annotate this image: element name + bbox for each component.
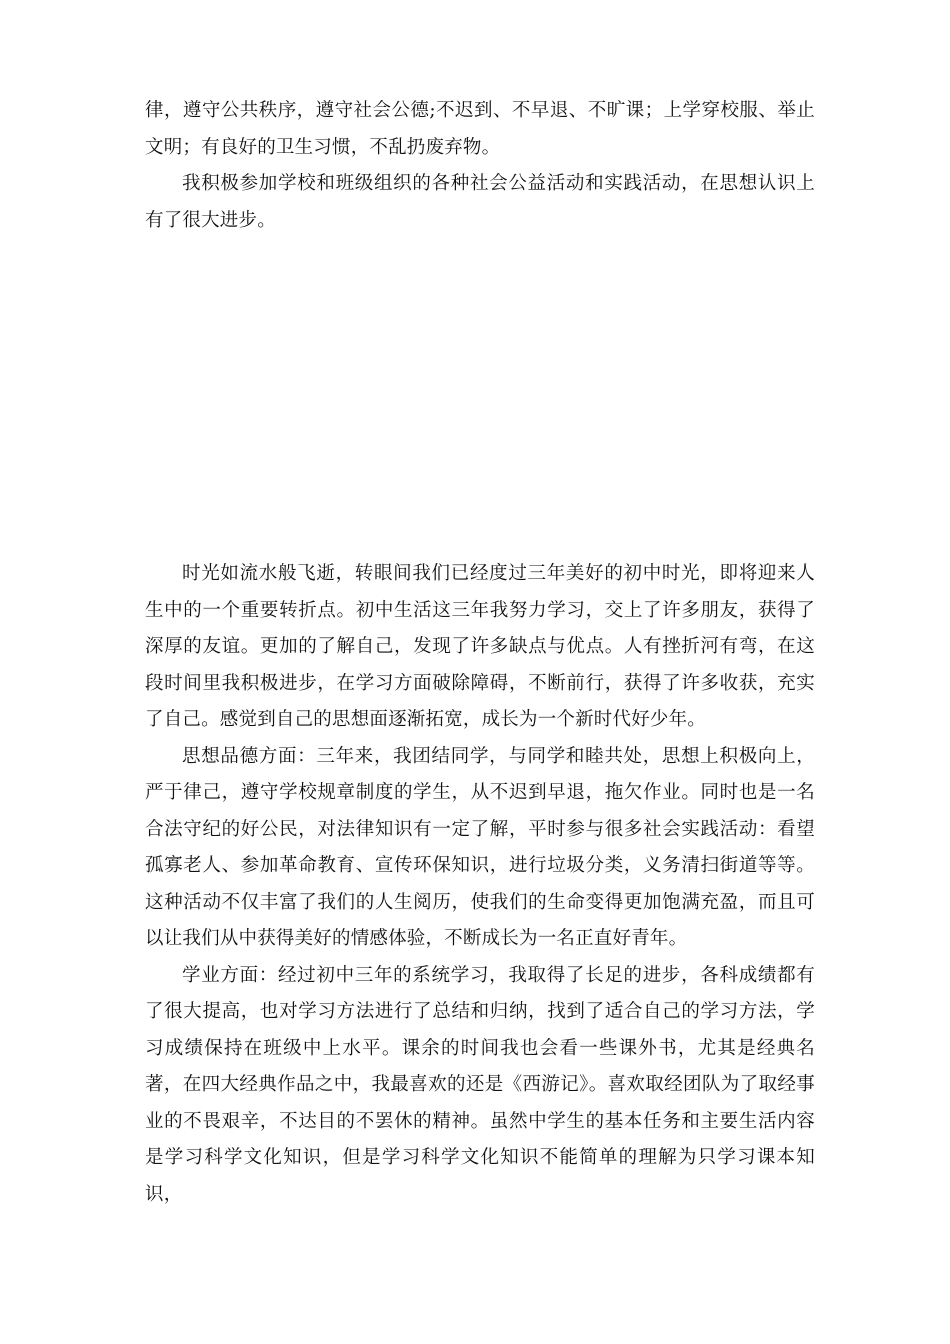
paragraph-moral-character: 思想品德方面：三年来，我团结同学，与同学和睦共处，思想上积极向上，严于律己，遵守学校规章制度的学生，从不迟到早退，拖欠作业。同时也是一名合法守纪的好公民，对法律知识有一定了解，平时参与很多社会实践活动：看望孤寡老人、参加革命教育、宣传环保知识，进行垃圾分类，义务清扫街道等等。这种活动不仅丰富了我们的人生阅历，使我们的生命变得更加饱满充盈，而且可以让我们从中获得美好的情感体验，不断成长为一名正直好青年。 xyxy=(145,745,815,949)
continued-paragraph: 律，遵守公共秩序，遵守社会公德;不迟到、不早退、不旷课；上学穿校服、举止文明；有良好的卫生习惯，不乱扔废弃物。 xyxy=(145,100,815,158)
main-text-block xyxy=(145,556,815,1213)
paragraph-academics: 学业方面：经过初中三年的系统学习，我取得了长足的进步，各科成绩都有了很大提高，也对学习方法进行了总结和归纳，找到了适合自己的学习方法，学习成绩保持在班级中上水平。课余的时间我也会看一些课外书，尤其是经典名著，在四大经典作品之中，我最喜欢的还是《西游记》。喜欢取经团队为了取经事业的不畏艰辛，不达目的不罢休的精神。虽然中学生的基本任务和主要生活内容是学习科学文化知识，但是学习科学文化知识不能简单的理解为只学习课本知识， xyxy=(145,964,815,1205)
paragraph-social-activities: 我积极参加学校和班级组织的各种社会公益活动和实践活动，在思想认识上有了很大进步。 xyxy=(145,173,815,231)
paragraph-intro: 时光如流水般飞逝，转眼间我们已经度过三年美好的初中时光，即将迎来人生中的一个重要转折点。初中生活这三年我努力学习，交上了许多朋友，获得了深厚的友谊。更加的了解自己，发现了许多缺点与优点。人有挫折河有弯，在这段时间里我积极进步，在学习方面破除障碍，不断前行，获得了许多收获，充实了自己。感觉到自己的思想面逐渐拓宽，成长为一个新时代好少年。 xyxy=(145,563,815,730)
document-page xyxy=(145,0,815,1344)
top-text-block xyxy=(145,93,815,239)
